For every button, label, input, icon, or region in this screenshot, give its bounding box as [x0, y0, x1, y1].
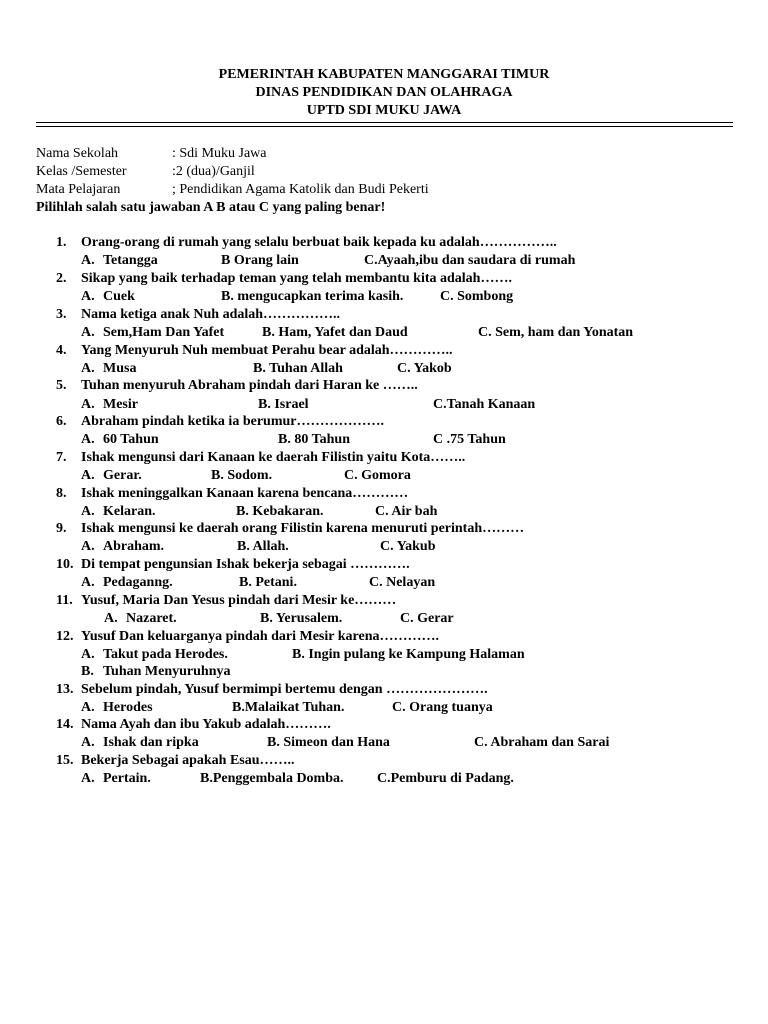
- class-label: Kelas /Semester: [36, 164, 127, 179]
- option-letter: A.: [81, 325, 95, 340]
- question-text: Nama ketiga anak Nuh adalah……………..: [81, 307, 341, 322]
- option-letter: A.: [81, 361, 95, 376]
- option-c: C. Gerar: [400, 611, 454, 626]
- question-text: Orang-orang di rumah yang selalu berbuat baik kepada ku adalah……………..: [81, 235, 557, 250]
- option-text: Kelaran.: [103, 504, 156, 519]
- question-text: Abraham pindah ketika ia berumur……………….: [81, 414, 384, 429]
- question-number: 9.: [56, 521, 67, 536]
- option-b: B. 80 Tahun: [278, 432, 350, 447]
- question-number: 5.: [56, 378, 67, 393]
- option-a: [81, 431, 159, 448]
- header-line-1: PEMERINTAH KABUPATEN MANGGARAI TIMUR: [218, 67, 550, 82]
- question-text: Sikap yang baik terhadap teman yang telah membantu kita adalah…….: [81, 271, 512, 286]
- option-b: B Orang lain: [221, 253, 299, 268]
- question-number: 11.: [56, 593, 73, 608]
- option-a: [81, 538, 164, 555]
- question-text: Di tempat pengunsian Ishak bekerja sebagai ………….: [81, 557, 410, 572]
- question-5: [56, 377, 418, 394]
- option-text: 60 Tahun: [103, 432, 159, 447]
- option-text: Nazaret.: [126, 611, 177, 626]
- header-line-2: DINAS PENDIDIKAN DAN OLAHRAGA: [255, 85, 513, 100]
- subject-info: [36, 181, 429, 198]
- question-text: Yusuf, Maria Dan Yesus pindah dari Mesir ke………: [81, 593, 397, 608]
- option-a: [81, 252, 158, 269]
- question-3: [56, 306, 340, 323]
- question-10: [56, 556, 410, 573]
- option-b-second: [81, 663, 230, 680]
- option-text: Cuek: [103, 289, 135, 304]
- option-letter: A.: [81, 539, 95, 554]
- option-text: Herodes: [103, 700, 153, 715]
- option-c: C .75 Tahun: [433, 432, 506, 447]
- option-c: C. Nelayan: [369, 575, 436, 590]
- option-b: B. Kebakaran.: [236, 504, 324, 519]
- option-b: B. Sodom.: [211, 468, 273, 483]
- question-text: Sebelum pindah, Yusuf bermimpi bertemu dengan ………………….: [81, 682, 488, 697]
- subject-value: ; Pendidikan Agama Katolik dan Budi Pekerti: [172, 182, 429, 197]
- option-letter: B.: [81, 664, 94, 679]
- option-b: B. Simeon dan Hana: [267, 735, 390, 750]
- question-13: [56, 681, 488, 698]
- question-8: [56, 485, 408, 502]
- school-info: [36, 145, 267, 162]
- option-letter: A.: [81, 397, 95, 412]
- question-6: [56, 413, 384, 430]
- option-b: B. Yerusalem.: [260, 611, 343, 626]
- option-letter: A.: [104, 611, 118, 626]
- instruction: Pilihlah salah satu jawaban A B atau C yang paling benar!: [36, 200, 386, 215]
- option-text: Mesir: [103, 397, 138, 412]
- option-letter: A.: [81, 432, 95, 447]
- option-b: B.Penggembala Domba.: [200, 771, 344, 786]
- option-a: [81, 396, 138, 413]
- option-b: B. Petani.: [239, 575, 297, 590]
- option-c: C.Tanah Kanaan: [433, 397, 536, 412]
- question-1: [56, 234, 557, 251]
- option-text: Abraham.: [103, 539, 165, 554]
- option-text: Tuhan Menyuruhnya: [103, 664, 231, 679]
- option-a: [81, 360, 136, 377]
- question-9: [56, 520, 524, 537]
- question-text: Yusuf Dan keluarganya pindah dari Mesir karena………….: [81, 629, 439, 644]
- question-number: 8.: [56, 486, 67, 501]
- option-a: [81, 574, 173, 591]
- school-value: : Sdi Muku Jawa: [172, 146, 267, 161]
- option-b: B. Ingin pulang ke Kampung Halaman: [292, 647, 525, 662]
- header-rule-thick: [36, 122, 733, 123]
- question-number: 14.: [56, 717, 74, 732]
- header-rule-thin: [36, 126, 733, 127]
- question-number: 3.: [56, 307, 67, 322]
- question-number: 13.: [56, 682, 74, 697]
- option-text: Pertain.: [103, 771, 151, 786]
- option-a: [81, 734, 199, 751]
- option-b: B. Ham, Yafet dan Daud: [262, 325, 408, 340]
- question-text: Tuhan menyuruh Abraham pindah dari Haran ke ……..: [81, 378, 418, 393]
- question-number: 10.: [56, 557, 74, 572]
- option-a: [81, 324, 224, 341]
- option-a: [81, 646, 228, 663]
- option-c: C. Yakub: [380, 539, 436, 554]
- option-b: B. Israel: [258, 397, 309, 412]
- option-text: Ishak dan ripka: [103, 735, 199, 750]
- option-letter: A.: [81, 735, 95, 750]
- question-number: 15.: [56, 753, 74, 768]
- option-c: C.Ayaah,ibu dan saudara di rumah: [364, 253, 576, 268]
- option-text: Pedaganng.: [103, 575, 173, 590]
- option-text: Gerar.: [103, 468, 142, 483]
- question-text: Yang Menyuruh Nuh membuat Perahu bear adalah…………..: [81, 343, 453, 358]
- question-2: [56, 270, 512, 287]
- option-letter: A.: [81, 468, 95, 483]
- option-c: C. Orang tuanya: [392, 700, 493, 715]
- question-text: Bekerja Sebagai apakah Esau……..: [81, 753, 295, 768]
- question-11: [56, 592, 396, 609]
- option-letter: A.: [81, 771, 95, 786]
- question-number: 2.: [56, 271, 67, 286]
- option-text: Takut pada Herodes.: [103, 647, 228, 662]
- option-a: [81, 699, 153, 716]
- class-info: [36, 163, 255, 180]
- option-text: Tetangga: [103, 253, 158, 268]
- question-number: 6.: [56, 414, 67, 429]
- school-label: Nama Sekolah: [36, 146, 119, 161]
- option-c: C. Air bah: [375, 504, 438, 519]
- option-text: Sem,Ham Dan Yafet: [103, 325, 225, 340]
- option-b: B. mengucapkan terima kasih.: [221, 289, 404, 304]
- question-text: Nama Ayah dan ibu Yakub adalah……….: [81, 717, 331, 732]
- header-line-3: UPTD SDI MUKU JAWA: [306, 103, 462, 118]
- subject-label: Mata Pelajaran: [36, 182, 121, 197]
- option-c: C. Yakob: [397, 361, 452, 376]
- option-letter: A.: [81, 647, 95, 662]
- question-text: Ishak mengunsi dari Kanaan ke daerah Filistin yaitu Kota……..: [81, 450, 466, 465]
- question-14: [56, 716, 331, 733]
- question-text: Ishak mengunsi ke daerah orang Filistin karena menuruti perintah………: [81, 521, 525, 536]
- class-value: :2 (dua)/Ganjil: [172, 164, 255, 179]
- question-number: 1.: [56, 235, 67, 250]
- question-7: [56, 449, 465, 466]
- question-4: [56, 342, 453, 359]
- option-c: C. Sem, ham dan Yonatan: [478, 325, 634, 340]
- option-letter: A.: [81, 700, 95, 715]
- option-c: C. Sombong: [440, 289, 514, 304]
- option-b: B. Tuhan Allah: [253, 361, 343, 376]
- option-letter: A.: [81, 504, 95, 519]
- option-b: B. Allah.: [237, 539, 289, 554]
- option-a: [81, 770, 151, 787]
- option-c: C.Pemburu di Padang.: [377, 771, 514, 786]
- question-number: 12.: [56, 629, 74, 644]
- option-a: [81, 467, 142, 484]
- question-number: 7.: [56, 450, 67, 465]
- option-letter: A.: [81, 289, 95, 304]
- option-b: B.Malaikat Tuhan.: [232, 700, 345, 715]
- option-text: Musa: [103, 361, 137, 376]
- option-a: [104, 610, 177, 627]
- option-a: [81, 503, 156, 520]
- question-text: Ishak meninggalkan Kanaan karena bencana…………: [81, 486, 409, 501]
- question-number: 4.: [56, 343, 67, 358]
- option-a: [81, 288, 135, 305]
- question-12: [56, 628, 439, 645]
- option-letter: A.: [81, 575, 95, 590]
- option-c: C. Gomora: [344, 468, 411, 483]
- option-letter: A.: [81, 253, 95, 268]
- question-15: [56, 752, 295, 769]
- option-c: C. Abraham dan Sarai: [474, 735, 610, 750]
